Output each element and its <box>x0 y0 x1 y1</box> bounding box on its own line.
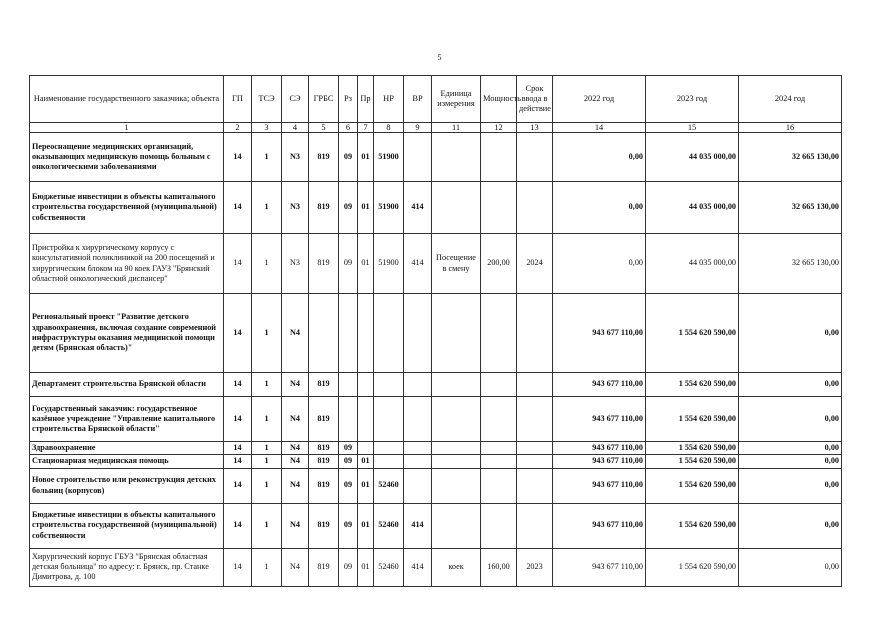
cell-se: N4 <box>282 468 309 503</box>
cell-name: Пристройка к хирургическому корпусу с консультативной поликлиникой на 200 посещений и хирургическим блоком на 90 коек ГАУЗ "Брянский областной онкологический диспансер" <box>30 234 224 294</box>
cell-name: Департамент строительства Брянской области <box>30 373 224 397</box>
col-number: 7 <box>358 123 374 133</box>
cell-name: Государственный заказчик: государственное казённое учреждение "Управление капитального строительства Брянской области" <box>30 397 224 442</box>
col-header-grbs: ГРБС <box>309 76 339 123</box>
cell-se: N4 <box>282 455 309 468</box>
col-number: 9 <box>404 123 432 133</box>
cell-name: Региональный проект "Развитие детского здравоохранения, включая создание современной инфраструктуры оказания медицинской помощи детям (Брянская область)" <box>30 294 224 373</box>
cell-y2022: 943 677 110,00 <box>553 373 646 397</box>
cell-gp: 14 <box>224 133 252 182</box>
cell-unit <box>432 182 481 234</box>
cell-power <box>481 442 517 455</box>
cell-tse: 1 <box>252 548 282 586</box>
table-row <box>30 468 842 503</box>
cell-tse: 1 <box>252 133 282 182</box>
cell-power <box>481 294 517 373</box>
cell-term <box>517 503 553 548</box>
cell-power <box>481 455 517 468</box>
cell-tse: 1 <box>252 294 282 373</box>
cell-tse: 1 <box>252 503 282 548</box>
cell-name: Бюджетные инвестиции в объекты капитального строительства государственной (муниципальной) собственности <box>30 182 224 234</box>
col-number: 13 <box>517 123 553 133</box>
cell-nr <box>374 442 404 455</box>
cell-y2022: 943 677 110,00 <box>553 548 646 586</box>
cell-se: N4 <box>282 442 309 455</box>
cell-pr <box>358 294 374 373</box>
table-row <box>30 234 842 294</box>
cell-power <box>481 503 517 548</box>
col-header-nr: НР <box>374 76 404 123</box>
cell-grbs: 819 <box>309 373 339 397</box>
cell-y2023: 44 035 000,00 <box>646 234 739 294</box>
cell-vr <box>404 468 432 503</box>
cell-vr <box>404 397 432 442</box>
cell-vr: 414 <box>404 182 432 234</box>
cell-unit <box>432 397 481 442</box>
cell-pr: 01 <box>358 182 374 234</box>
cell-gp: 14 <box>224 373 252 397</box>
cell-y2024: 32 665 130,00 <box>739 133 842 182</box>
col-header-rz: Рз <box>339 76 358 123</box>
column-number-row <box>30 123 842 133</box>
budget-table <box>29 75 842 587</box>
cell-y2024: 0,00 <box>739 442 842 455</box>
cell-tse: 1 <box>252 455 282 468</box>
cell-vr <box>404 133 432 182</box>
cell-power: 160,00 <box>481 548 517 586</box>
col-header-term: Срок ввода в действие <box>517 76 553 123</box>
cell-pr <box>358 442 374 455</box>
cell-y2022: 943 677 110,00 <box>553 503 646 548</box>
col-header-2022: 2022 год <box>553 76 646 123</box>
cell-unit <box>432 133 481 182</box>
cell-unit <box>432 503 481 548</box>
cell-tse: 1 <box>252 182 282 234</box>
cell-nr: 51900 <box>374 182 404 234</box>
cell-y2022: 943 677 110,00 <box>553 294 646 373</box>
cell-y2024: 32 665 130,00 <box>739 234 842 294</box>
cell-name: Новое строительство или реконструкция детских больниц (корпусов) <box>30 468 224 503</box>
cell-power <box>481 468 517 503</box>
cell-unit <box>432 455 481 468</box>
col-number: 2 <box>224 123 252 133</box>
cell-term: 2024 <box>517 234 553 294</box>
cell-vr <box>404 455 432 468</box>
cell-term <box>517 442 553 455</box>
cell-nr: 52460 <box>374 548 404 586</box>
cell-se: N3 <box>282 182 309 234</box>
cell-pr <box>358 373 374 397</box>
cell-vr: 414 <box>404 503 432 548</box>
table-row <box>30 133 842 182</box>
col-number: 8 <box>374 123 404 133</box>
cell-power <box>481 133 517 182</box>
cell-gp: 14 <box>224 455 252 468</box>
cell-y2024: 0,00 <box>739 468 842 503</box>
cell-nr: 52460 <box>374 503 404 548</box>
col-header-vr: ВР <box>404 76 432 123</box>
cell-rz: 09 <box>339 548 358 586</box>
cell-term <box>517 397 553 442</box>
cell-power: 200,00 <box>481 234 517 294</box>
cell-vr <box>404 373 432 397</box>
cell-name: Переоснащение медицинских организаций, оказывающих медицинскую помощь больным с онкологическими заболеваниями <box>30 133 224 182</box>
cell-vr: 414 <box>404 548 432 586</box>
cell-term <box>517 182 553 234</box>
col-header-2023: 2023 год <box>646 76 739 123</box>
cell-term <box>517 468 553 503</box>
cell-y2024: 32 665 130,00 <box>739 182 842 234</box>
cell-gp: 14 <box>224 548 252 586</box>
cell-power <box>481 182 517 234</box>
cell-name: Бюджетные инвестиции в объекты капитального строительства государственной (муниципальной) собственности <box>30 503 224 548</box>
cell-rz: 09 <box>339 468 358 503</box>
cell-pr: 01 <box>358 234 374 294</box>
cell-vr: 414 <box>404 234 432 294</box>
cell-term: 2023 <box>517 548 553 586</box>
cell-grbs: 819 <box>309 397 339 442</box>
cell-grbs <box>309 294 339 373</box>
cell-y2023: 1 554 620 590,00 <box>646 503 739 548</box>
cell-nr: 51900 <box>374 133 404 182</box>
cell-tse: 1 <box>252 442 282 455</box>
cell-nr: 52460 <box>374 468 404 503</box>
cell-unit <box>432 468 481 503</box>
cell-rz: 09 <box>339 133 358 182</box>
cell-grbs: 819 <box>309 442 339 455</box>
cell-se: N3 <box>282 133 309 182</box>
cell-y2024: 0,00 <box>739 373 842 397</box>
col-header-2024: 2024 год <box>739 76 842 123</box>
col-number: 1 <box>30 123 224 133</box>
cell-y2024: 0,00 <box>739 503 842 548</box>
cell-y2024: 0,00 <box>739 397 842 442</box>
cell-vr <box>404 442 432 455</box>
cell-pr: 01 <box>358 468 374 503</box>
cell-unit: коек <box>432 548 481 586</box>
cell-se: N4 <box>282 503 309 548</box>
page-number: 5 <box>437 53 442 62</box>
table-row <box>30 294 842 373</box>
table-body <box>30 133 842 587</box>
col-header-power: Мощность <box>481 76 517 123</box>
cell-y2024: 0,00 <box>739 294 842 373</box>
cell-gp: 14 <box>224 442 252 455</box>
cell-gp: 14 <box>224 294 252 373</box>
cell-y2024: 0,00 <box>739 548 842 586</box>
cell-y2023: 1 554 620 590,00 <box>646 455 739 468</box>
col-header-tse: ТСЭ <box>252 76 282 123</box>
cell-pr: 01 <box>358 133 374 182</box>
cell-rz: 09 <box>339 234 358 294</box>
cell-y2023: 44 035 000,00 <box>646 182 739 234</box>
table-row <box>30 503 842 548</box>
cell-y2022: 0,00 <box>553 234 646 294</box>
table-row <box>30 373 842 397</box>
header-row <box>30 76 842 123</box>
cell-y2023: 1 554 620 590,00 <box>646 397 739 442</box>
cell-term <box>517 294 553 373</box>
cell-term <box>517 133 553 182</box>
cell-grbs: 819 <box>309 234 339 294</box>
table-row <box>30 442 842 455</box>
col-number: 6 <box>339 123 358 133</box>
cell-rz: 09 <box>339 455 358 468</box>
col-header-name: Наименование государственного заказчика; объекта <box>30 76 224 123</box>
cell-rz <box>339 373 358 397</box>
col-number: 4 <box>282 123 309 133</box>
cell-y2022: 943 677 110,00 <box>553 397 646 442</box>
cell-pr <box>358 397 374 442</box>
col-header-unit: Единица измерения <box>432 76 481 123</box>
cell-grbs: 819 <box>309 455 339 468</box>
cell-tse: 1 <box>252 468 282 503</box>
cell-y2022: 943 677 110,00 <box>553 455 646 468</box>
cell-y2023: 1 554 620 590,00 <box>646 468 739 503</box>
col-number: 16 <box>739 123 842 133</box>
cell-se: N4 <box>282 548 309 586</box>
cell-name: Стационарная медицинская помощь <box>30 455 224 468</box>
cell-y2023: 1 554 620 590,00 <box>646 373 739 397</box>
col-header-gp: ГП <box>224 76 252 123</box>
cell-se: N4 <box>282 397 309 442</box>
cell-name: Хирургический корпус ГБУЗ "Брянская областная детская больница" по адресу: г. Брянск, пр. Станке Димитрова, д. 100 <box>30 548 224 586</box>
cell-rz <box>339 397 358 442</box>
cell-unit <box>432 294 481 373</box>
cell-grbs: 819 <box>309 548 339 586</box>
cell-se: N3 <box>282 234 309 294</box>
table-row <box>30 548 842 586</box>
cell-y2023: 1 554 620 590,00 <box>646 548 739 586</box>
col-number: 15 <box>646 123 739 133</box>
cell-power <box>481 373 517 397</box>
table-row <box>30 182 842 234</box>
cell-rz: 09 <box>339 503 358 548</box>
cell-y2023: 44 035 000,00 <box>646 133 739 182</box>
cell-unit <box>432 442 481 455</box>
cell-se: N4 <box>282 373 309 397</box>
cell-pr: 01 <box>358 455 374 468</box>
cell-unit <box>432 373 481 397</box>
cell-y2023: 1 554 620 590,00 <box>646 442 739 455</box>
cell-gp: 14 <box>224 182 252 234</box>
cell-pr: 01 <box>358 503 374 548</box>
cell-rz: 09 <box>339 182 358 234</box>
col-number: 11 <box>432 123 481 133</box>
col-number: 12 <box>481 123 517 133</box>
table-row <box>30 455 842 468</box>
cell-name: Здравоохранение <box>30 442 224 455</box>
cell-unit: Посещение в смену <box>432 234 481 294</box>
cell-vr <box>404 294 432 373</box>
cell-tse: 1 <box>252 234 282 294</box>
cell-y2022: 943 677 110,00 <box>553 442 646 455</box>
col-header-pr: Пр <box>358 76 374 123</box>
cell-se: N4 <box>282 294 309 373</box>
cell-gp: 14 <box>224 234 252 294</box>
cell-gp: 14 <box>224 468 252 503</box>
cell-y2022: 0,00 <box>553 133 646 182</box>
cell-grbs: 819 <box>309 468 339 503</box>
col-number: 3 <box>252 123 282 133</box>
cell-grbs: 819 <box>309 133 339 182</box>
table-row <box>30 397 842 442</box>
cell-term <box>517 373 553 397</box>
cell-tse: 1 <box>252 397 282 442</box>
cell-nr: 51900 <box>374 234 404 294</box>
cell-y2023: 1 554 620 590,00 <box>646 294 739 373</box>
col-number: 14 <box>553 123 646 133</box>
cell-nr <box>374 294 404 373</box>
cell-tse: 1 <box>252 373 282 397</box>
cell-term <box>517 455 553 468</box>
cell-power <box>481 397 517 442</box>
cell-nr <box>374 455 404 468</box>
cell-y2022: 943 677 110,00 <box>553 468 646 503</box>
cell-grbs: 819 <box>309 503 339 548</box>
cell-nr <box>374 397 404 442</box>
cell-rz <box>339 294 358 373</box>
cell-pr: 01 <box>358 548 374 586</box>
cell-rz: 09 <box>339 442 358 455</box>
cell-gp: 14 <box>224 503 252 548</box>
cell-grbs: 819 <box>309 182 339 234</box>
col-header-se: СЭ <box>282 76 309 123</box>
cell-gp: 14 <box>224 397 252 442</box>
cell-nr <box>374 373 404 397</box>
cell-y2024: 0,00 <box>739 455 842 468</box>
col-number: 5 <box>309 123 339 133</box>
cell-y2022: 0,00 <box>553 182 646 234</box>
